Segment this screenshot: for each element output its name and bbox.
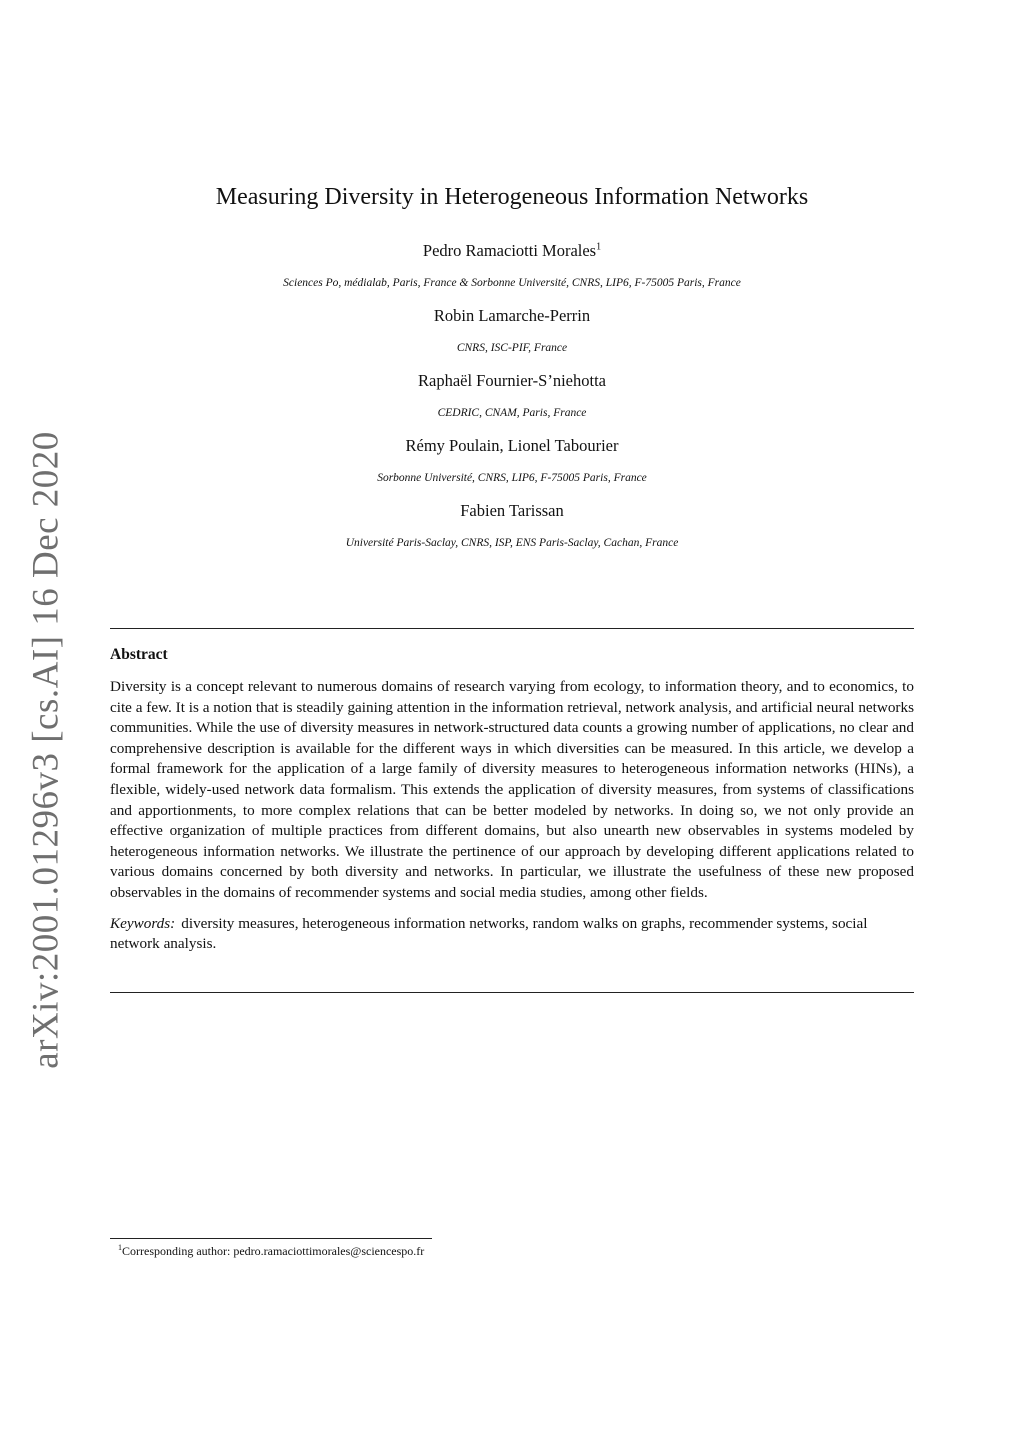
author-list [110,240,914,565]
footnote-text: Corresponding author: pedro.ramaciottimorales@sciencespo.fr [122,1244,425,1258]
arxiv-identifier-stamp: arXiv:2001.01296v3 [cs.AI] 16 Dec 2020 [25,431,67,1069]
author-name-text: Robin Lamarche-Perrin [433,306,591,325]
footnote-mark: 1 [596,241,602,253]
author-block [110,240,914,291]
author-name [110,370,914,392]
abstract-heading: Abstract [110,646,168,663]
author-name [110,240,914,262]
author-affiliation: Sorbonne Université, CNRS, LIP6, F-75005 Paris, France [377,472,647,484]
abstract-section [110,643,914,955]
footnote-rule [110,1238,432,1239]
paper-title: Measuring Diversity in Heterogeneous Information Networks [215,184,809,210]
abstract-body: Diversity is a concept relevant to numerous domains of research varying from ecology, to information theory, and to economics, to cite a few. It is a notion that is steadily gaining attention in the information retrieval, network analysis, and artificial neural networks communities. While the use of diversity measures in network-structured data counts a growing number of applications, no clear and comprehensive description is available for the different ways in which diversities can be measured. In this article, we develop a formal framework for the application of a large family of diversity measures to heterogeneous information networks (HINs), a flexible, widely-used network data formalism. This extends the application of diversity measures, from systems of classifications and apportionments, to more complex relations that can be better modeled by networks. In doing so, we not only provide an effective organization of multiple practices from different domains, but also unearth new observables in systems modeled by heterogeneous information networks. We illustrate the pertinence of our approach by developing different applications related to various domains concerned by both diversity and networks. In particular, we illustrate the usefulness of these new proposed observables in the domains of recommender systems and social media studies, among other fields. [110,678,914,901]
author-name-text: Pedro Ramaciotti Morales [422,241,597,260]
keywords [110,914,914,955]
abstract-top-rule [110,628,914,629]
keywords-text: diversity measures, heterogeneous information networks, random walks on graphs, recommender systems, social network analysis. [110,914,868,953]
author-name [110,435,914,457]
author-name-text: Raphaël Fournier-S’niehotta [418,371,606,390]
author-block [110,370,914,421]
author-block [110,435,914,486]
author-block [110,305,914,356]
author-block [110,500,914,551]
author-affiliation: CNRS, ISC-PIF, France [456,342,568,354]
footnote-mark: 1 [118,1243,122,1252]
abstract-bottom-rule [110,992,914,993]
author-affiliation: Université Paris-Saclay, CNRS, ISP, ENS Paris-Saclay, Cachan, France [345,537,679,549]
author-affiliation: CEDRIC, CNAM, Paris, France [437,407,587,419]
author-affiliation: Sciences Po, médialab, Paris, France & Sorbonne Université, CNRS, LIP6, F-75005 Paris, France [283,277,741,289]
author-name [110,305,914,327]
keywords-label: Keywords: [110,914,176,932]
footnote [118,1243,424,1259]
author-name-text: Rémy Poulain, Lionel Tabourier [405,436,619,455]
author-name [110,500,914,522]
author-name-text: Fabien Tarissan [460,501,564,520]
